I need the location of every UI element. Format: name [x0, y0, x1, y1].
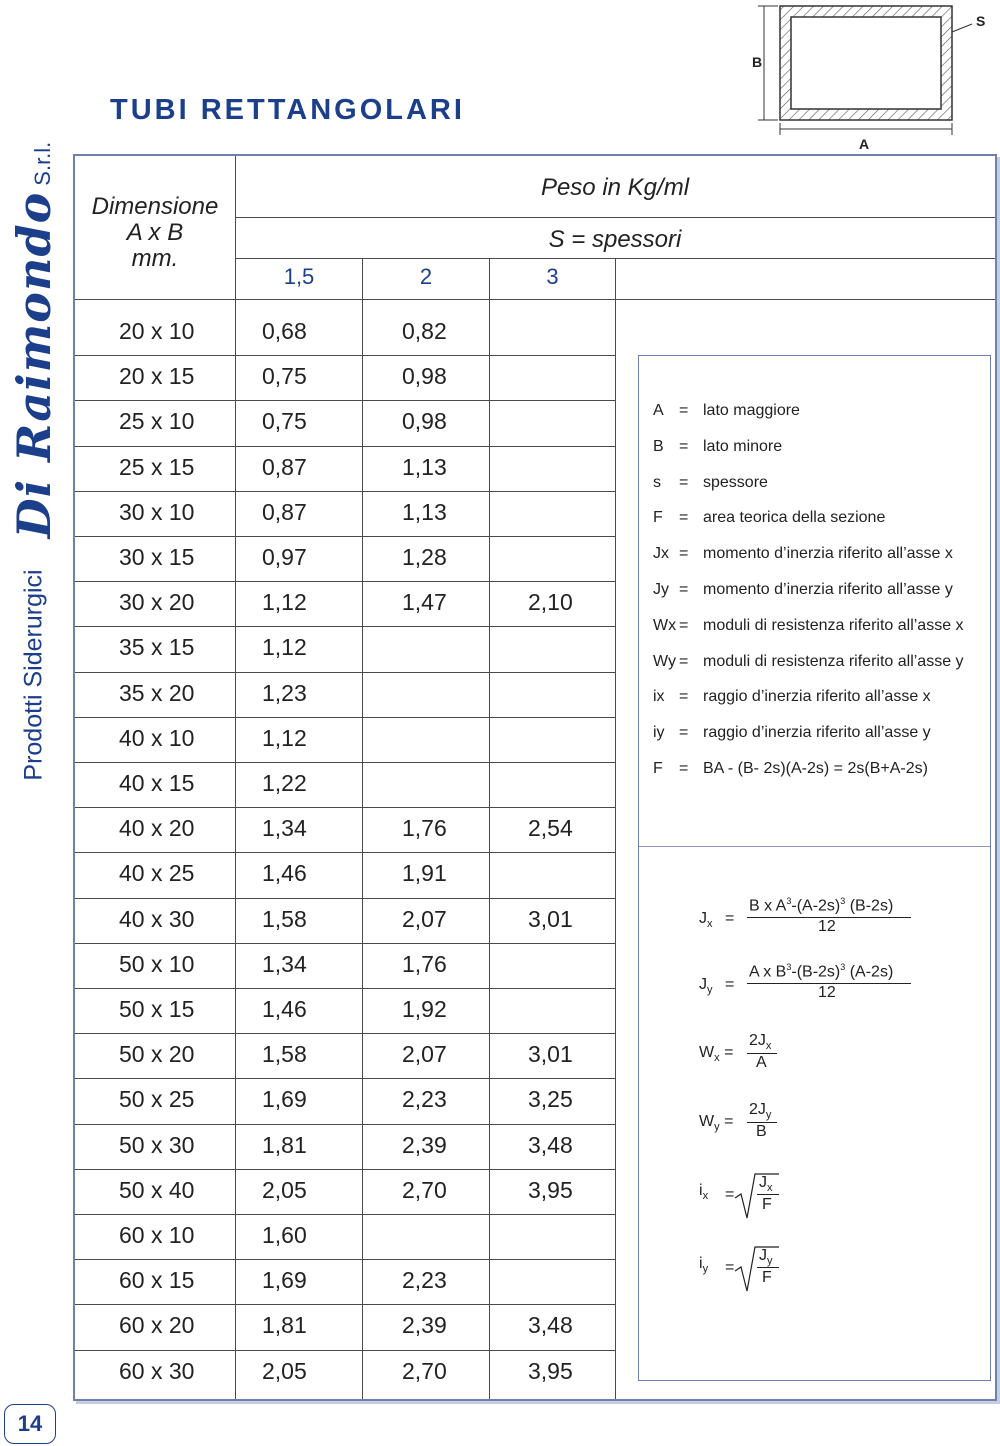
table-cell-weight: 3,01 — [528, 905, 573, 932]
formula-wx: $W_x$ = $2J_x$ A — [699, 1032, 819, 1082]
table-row-divider — [75, 581, 616, 582]
brand-tagline — [14, 560, 54, 790]
table-cell-dimension: 35 x 20 — [119, 679, 195, 706]
table-cell-dimension: 20 x 10 — [119, 318, 195, 344]
table-cell-weight: 1,46 — [262, 996, 307, 1022]
legend-item — [653, 474, 768, 492]
table-cell-weight: 2,23 — [402, 1267, 447, 1294]
table-cell-weight — [528, 399, 618, 443]
table-cell-weight: 0,68 — [262, 318, 307, 344]
table-cell-weight: 0,75 — [262, 408, 307, 435]
table-row-divider — [75, 717, 616, 718]
table-cell-weight — [528, 1213, 618, 1257]
table-cell-weight: 3,48 — [528, 1312, 573, 1339]
table-row-divider — [75, 943, 616, 944]
legend-symbol: F — [653, 509, 663, 527]
table-cell-dimension: 40 x 30 — [119, 905, 195, 932]
legend-description: BA - (B- 2s)(A-2s) = 2s(B+A-2s) — [703, 760, 928, 777]
table-row-divider — [75, 446, 616, 447]
table-cell-weight: 1,13 — [402, 498, 447, 525]
table-cell-weight: 2,10 — [528, 589, 573, 616]
table-cell-dimension: 40 x 15 — [119, 770, 195, 796]
table-cell-dimension: 30 x 10 — [119, 498, 195, 525]
table-cell-weight: 1,58 — [262, 905, 307, 932]
table-cell-weight: 1,81 — [262, 1312, 307, 1339]
table-cell-weight — [402, 716, 492, 760]
table-cell-dimension: 50 x 40 — [119, 1176, 195, 1203]
table-cell-weight: 1,34 — [262, 950, 307, 977]
table-cell-weight: 1,22 — [262, 770, 307, 796]
table-cell-weight — [528, 490, 618, 534]
table-cell-weight: 1,69 — [262, 1267, 307, 1294]
formulas — [699, 896, 979, 1356]
table-cell-weight: 1,81 — [262, 1131, 307, 1158]
table-cell-weight — [528, 671, 618, 715]
legend-description: raggio d’inerzia riferito all’asse x — [703, 688, 931, 706]
table-cell-dimension: 50 x 30 — [119, 1131, 195, 1158]
table-cell-weight: 0,98 — [402, 408, 447, 435]
table-cell-weight: 0,97 — [262, 544, 307, 570]
table-cell-dimension: 20 x 15 — [119, 363, 195, 390]
table-row-divider — [75, 672, 616, 673]
table-row-divider — [75, 762, 616, 763]
table-row-divider — [75, 536, 616, 537]
legend-description: lato maggiore — [703, 402, 800, 419]
table-cell-weight: 1,58 — [262, 1041, 307, 1068]
table-cell-weight: 1,76 — [402, 950, 447, 977]
table-cell-dimension: 50 x 10 — [119, 950, 195, 977]
table-cell-weight: 2,70 — [402, 1176, 447, 1203]
table-cell-weight: 1,47 — [402, 589, 447, 616]
table-cell-weight: 1,13 — [402, 453, 447, 480]
legend-equals: = — [679, 724, 689, 742]
legend-equals: = — [679, 545, 689, 563]
legend-item — [653, 653, 964, 671]
table-cell-weight: 3,95 — [528, 1176, 573, 1203]
header-dim-line: mm. — [131, 245, 179, 272]
legend-symbol: A — [653, 402, 664, 419]
table-cell-weight — [402, 625, 492, 669]
header-dim-line: A x B — [126, 219, 184, 246]
legend-equals: = — [679, 616, 689, 634]
table-cell-weight: 1,91 — [402, 860, 447, 887]
table-row-divider — [75, 898, 616, 899]
legend-description: momento d’inerzia riferito all’asse y — [703, 581, 953, 598]
legend-equals: = — [679, 437, 689, 455]
legend-item — [653, 509, 885, 527]
diagram-label-s: S — [976, 13, 986, 29]
legend-description: area teorica della sezione — [703, 509, 886, 527]
formula-ix: $i_x$ = $J_x$ F — [699, 1172, 819, 1228]
legend-description: raggio d’inerzia riferito all’asse y — [703, 724, 931, 742]
table-cell-weight — [528, 851, 618, 895]
brand-suffix: S.r.l. — [30, 141, 55, 186]
table-cell-dimension: 50 x 25 — [119, 1086, 195, 1113]
table-cell-weight: 2,07 — [402, 1041, 447, 1068]
table-row-divider — [75, 1078, 616, 1079]
table-cell-weight: 1,76 — [402, 815, 447, 842]
table-cell-weight: 0,98 — [402, 363, 447, 390]
table-cell-dimension: 25 x 15 — [119, 453, 195, 480]
table-cell-dimension: 60 x 30 — [119, 1357, 195, 1384]
table-cell-weight: 0,87 — [262, 498, 307, 525]
legend-item — [653, 545, 953, 563]
table-cell-dimension: 30 x 15 — [119, 544, 195, 570]
table-cell-weight: 1,12 — [262, 634, 307, 661]
table-cell-weight: 1,23 — [262, 679, 307, 706]
header-thickness-3: 3 — [546, 264, 559, 289]
table-cell-weight: 3,95 — [528, 1357, 573, 1384]
table-cell-weight — [528, 535, 618, 579]
legend-box — [638, 355, 991, 1381]
table-cell-weight — [528, 942, 618, 986]
legend-description: spessore — [703, 473, 768, 491]
table-cell-weight: 1,92 — [402, 996, 447, 1022]
table-cell-weight: 1,28 — [402, 544, 447, 570]
header-peso: Peso in Kg/ml — [540, 174, 690, 201]
legend-equals: = — [679, 760, 689, 777]
legend-item — [653, 760, 928, 778]
diagram-label-b: B — [752, 54, 763, 70]
table-cell-weight — [528, 761, 618, 805]
table-row-divider — [75, 1033, 616, 1034]
table-cell-weight: 2,39 — [402, 1312, 447, 1339]
weight-table — [73, 154, 997, 1401]
legend-symbol: ix — [653, 688, 665, 706]
table-cell-weight: 3,01 — [528, 1041, 573, 1068]
table-cell-weight: 2,70 — [402, 1357, 447, 1384]
table-cell-weight — [402, 1213, 492, 1257]
legend-item — [653, 438, 782, 456]
legend-item — [653, 402, 800, 420]
table-cell-dimension: 30 x 20 — [119, 589, 195, 616]
table-row-divider — [75, 807, 616, 808]
table-cell-dimension: 40 x 25 — [119, 860, 195, 887]
legend-equals: = — [679, 652, 689, 670]
table-cell-weight — [528, 625, 618, 669]
table-row-divider — [75, 355, 616, 356]
legend-symbol: Jy — [653, 581, 669, 598]
table-cell-weight: 2,39 — [402, 1131, 447, 1158]
header-dimension — [75, 194, 235, 272]
table-cell-weight — [528, 1258, 618, 1302]
legend-symbol: iy — [653, 724, 665, 742]
table-row-divider — [75, 400, 616, 401]
table-cell-weight: 2,05 — [262, 1357, 307, 1384]
table-cell-weight — [528, 987, 618, 1031]
legend-description: moduli di resistenza riferito all’asse y — [703, 652, 964, 670]
table-row-divider — [75, 1214, 616, 1215]
brand-tagline-text: Prodotti Siderurgici — [19, 569, 48, 781]
table-cell-weight — [528, 309, 618, 353]
table-cell-weight: 2,23 — [402, 1086, 447, 1113]
table-cell-weight: 1,12 — [262, 724, 307, 751]
formula-jx: $J_x$ = B x $A^3-(A-2s)^3$ (B-2s) 12 — [699, 896, 979, 946]
square-root-icon — [733, 1172, 781, 1222]
table-cell-weight: 2,07 — [402, 905, 447, 932]
legend-description: lato minore — [703, 437, 783, 455]
table-row-divider — [75, 1259, 616, 1260]
table-cell-weight: 1,12 — [262, 589, 307, 616]
table-row-divider — [75, 1304, 616, 1305]
table-cell-weight: 0,82 — [402, 318, 447, 344]
table-cell-weight — [528, 445, 618, 489]
legend-description: moduli di resistenza riferito all’asse x — [703, 616, 964, 634]
section-diagram — [748, 2, 998, 152]
header-dim-line: Dimensione — [91, 193, 219, 220]
table-cell-dimension: 25 x 10 — [119, 408, 195, 435]
formula-wy: $W_y$ = $2J_y$ B — [699, 1101, 819, 1151]
table-cell-weight: 2,05 — [262, 1176, 307, 1203]
table-cell-dimension: 60 x 10 — [119, 1222, 195, 1248]
rectangular-tube-section-icon — [748, 2, 998, 152]
legend-item — [653, 581, 953, 599]
table-cell-weight: 3,48 — [528, 1131, 573, 1158]
legend-item — [653, 724, 931, 742]
table-row-divider — [75, 988, 616, 989]
legend-equals: = — [679, 581, 689, 598]
table-cell-weight — [402, 671, 492, 715]
page-number: 14 — [4, 1404, 56, 1444]
legend-symbol: B — [653, 437, 664, 455]
legend-symbol: Wx — [653, 616, 677, 634]
header-thickness-2: 2 — [419, 264, 433, 289]
legend-description: momento d’inerzia riferito all’asse x — [703, 545, 953, 563]
formula-iy: $i_y$ = $J_y$ F — [699, 1245, 819, 1301]
table-cell-weight — [528, 354, 618, 398]
table-row-divider — [75, 852, 616, 853]
table-row-divider — [75, 626, 616, 627]
brand-logo — [7, 141, 61, 539]
table-cell-dimension: 60 x 15 — [119, 1267, 195, 1294]
brand-name: Di Raimondo — [7, 191, 61, 539]
diagram-label-a: A — [859, 136, 870, 152]
header-spessori: S = spessori — [548, 226, 682, 253]
legend-equals: = — [679, 509, 689, 527]
legend-symbol: F — [653, 760, 663, 777]
legend-equals: = — [679, 688, 689, 706]
page-title: TUBI RETTANGOLARI — [110, 94, 465, 126]
table-cell-dimension: 40 x 20 — [119, 815, 195, 842]
table-cell-dimension: 50 x 15 — [119, 996, 195, 1022]
table-cell-weight: 1,69 — [262, 1086, 307, 1113]
legend-symbol: Jx — [653, 545, 669, 563]
legend-item — [653, 617, 964, 635]
table-cell-weight: 1,46 — [262, 860, 307, 887]
table-row-divider — [75, 1124, 616, 1125]
table-row-divider — [75, 1169, 616, 1170]
table-cell-dimension: 40 x 10 — [119, 724, 195, 751]
header-thickness-1-5: 1,5 — [283, 264, 315, 289]
table-cell-weight — [528, 716, 618, 760]
legend-symbol: Wy — [653, 652, 676, 670]
table-cell-weight: 1,34 — [262, 815, 307, 842]
table-cell-weight — [402, 761, 492, 805]
table-cell-dimension: 50 x 20 — [119, 1041, 195, 1068]
square-root-icon — [733, 1245, 781, 1295]
table-cell-weight: 3,25 — [528, 1086, 573, 1113]
table-cell-weight: 2,54 — [528, 815, 573, 842]
legend-item — [653, 688, 931, 706]
table-cell-weight: 1,60 — [262, 1222, 307, 1248]
legend-equals: = — [679, 473, 689, 491]
formula-jy: $J_y$ = A x $B^3-(B-2s)^3$ (A-2s) 12 — [699, 962, 979, 1012]
table-row-divider — [75, 491, 616, 492]
table-row-divider — [75, 1350, 616, 1351]
legend-symbol: s — [653, 473, 661, 491]
table-cell-dimension: 35 x 15 — [119, 634, 195, 661]
legend-equals: = — [679, 402, 689, 419]
table-cell-weight: 0,75 — [262, 363, 307, 390]
table-cell-weight: 0,87 — [262, 453, 307, 480]
table-cell-dimension: 60 x 20 — [119, 1312, 195, 1339]
